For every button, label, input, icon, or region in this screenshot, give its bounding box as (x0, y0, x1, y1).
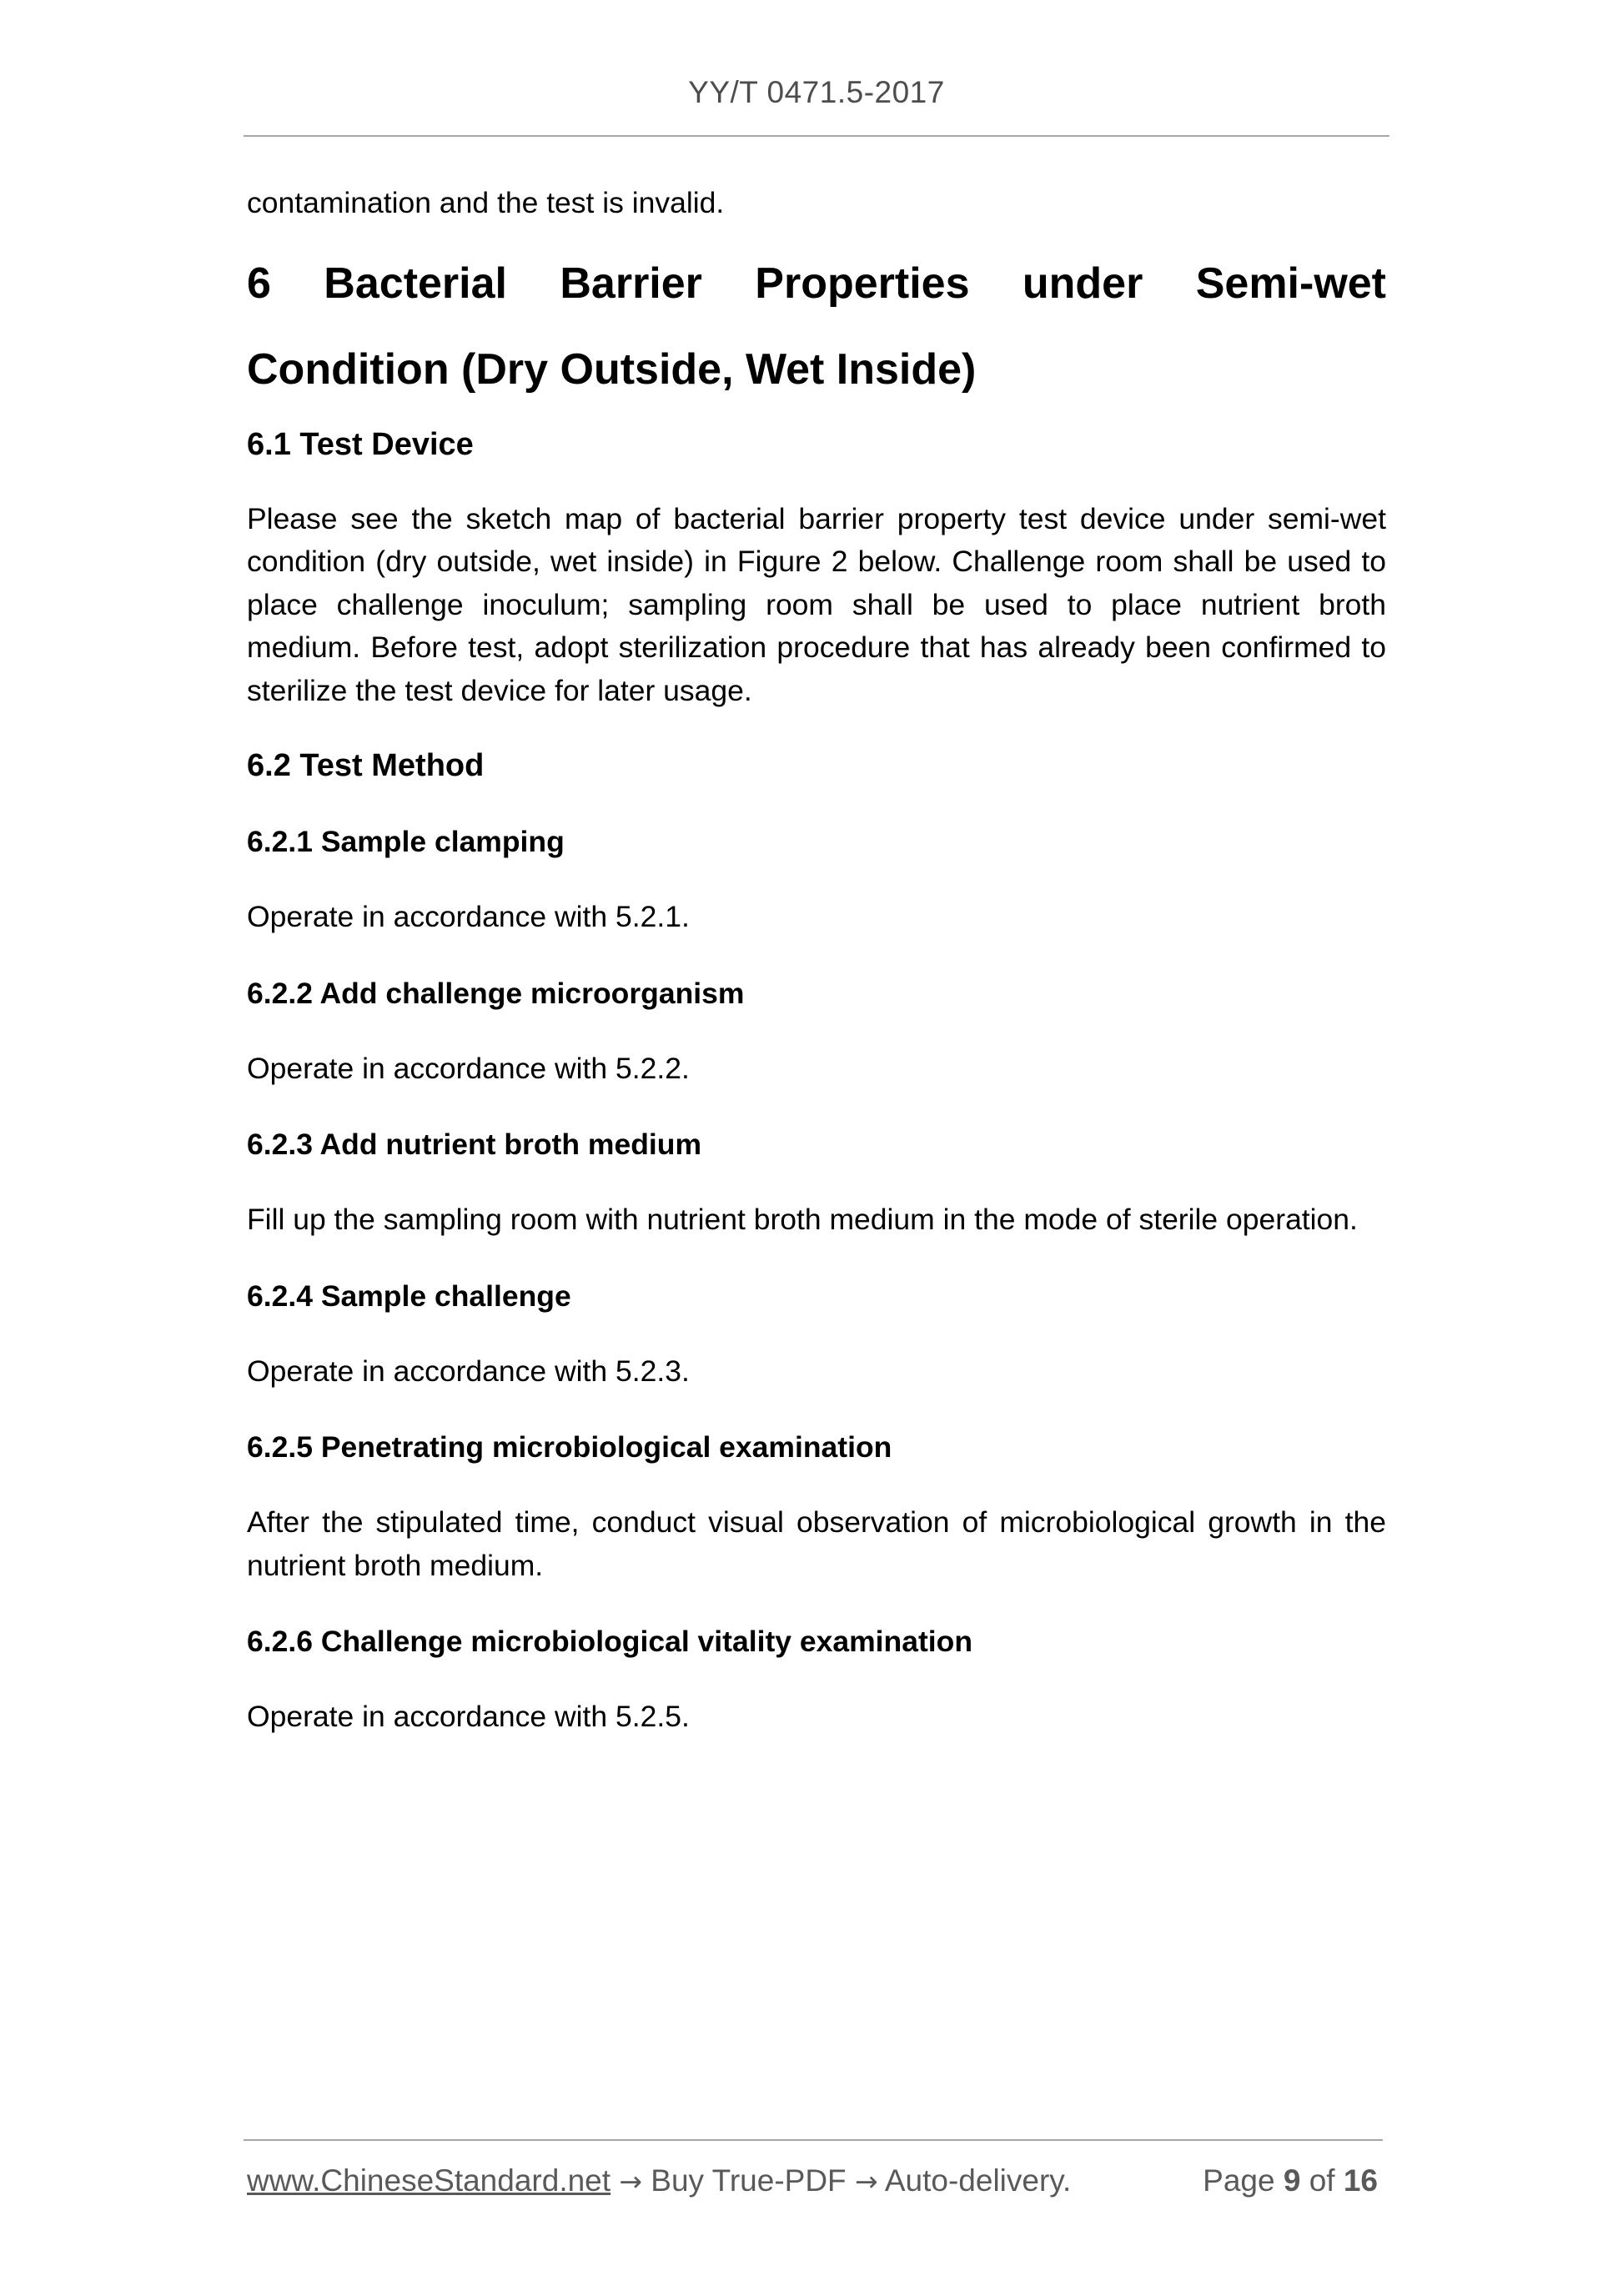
section-6-1-body: Please see the sketch map of bacterial barrier property test device under semi-wet condition (dry outside, wet inside) in Figure 2 below. Challenge room shall be used to place challenge inoculum; sampling room shall be used to place nutrient broth medium. Before test, adopt sterilization procedure that has already been confirmed to sterilize the test device for later usage. (247, 501, 1386, 707)
document-body (247, 182, 1386, 1739)
page-number (1203, 2160, 1378, 2202)
page-current: 9 (1283, 2163, 1301, 2198)
header-divider (244, 135, 1389, 137)
section-6-title-line-2: Condition (Dry Outside, Wet Inside) (247, 344, 977, 394)
continuation-paragraph: contamination and the test is invalid. (247, 186, 725, 219)
section-6-2-5-heading: 6.2.5 Penetrating microbiological examination (247, 1430, 892, 1464)
section-6-2-2-heading: 6.2.2 Add challenge microorganism (247, 976, 745, 1010)
page-header-standard-code: YY/T 0471.5-2017 (688, 75, 945, 109)
section-6-2-1-heading: 6.2.1 Sample clamping (247, 825, 565, 858)
section-6-2-3-body: Fill up the sampling room with nutrient broth medium in the mode of sterile operation. (247, 1203, 1358, 1236)
section-6-title-line-1: 6 Bacterial Barrier Properties under Semi-wet (247, 259, 1386, 308)
section-6-1-heading: 6.1 Test Device (247, 426, 474, 462)
page-total: 16 (1343, 2163, 1378, 2198)
section-6-2-2-body: Operate in accordance with 5.2.2. (247, 1051, 690, 1085)
page-footer (247, 2160, 1386, 2203)
section-6-2-heading: 6.2 Test Method (247, 748, 485, 783)
section-6-title (247, 241, 1386, 413)
section-6-2-4-heading: 6.2.4 Sample challenge (247, 1279, 571, 1313)
section-6-2-4-body: Operate in accordance with 5.2.3. (247, 1354, 690, 1388)
right-arrow-icon: → (619, 2165, 642, 2198)
section-6-2-6-body: Operate in accordance with 5.2.5. (247, 1700, 690, 1733)
right-arrow-icon: → (854, 2165, 878, 2198)
section-6-2-5-body: After the stipulated time, conduct visual observation of microbiological growth in the nutrient broth medium. (247, 1505, 1386, 1582)
page-label: Page (1203, 2163, 1275, 2198)
auto-delivery-text: Auto-delivery. (884, 2163, 1072, 2198)
section-6-2-6-heading: 6.2.6 Challenge microbiological vitality examination (247, 1625, 973, 1658)
footer-divider (244, 2139, 1383, 2141)
section-6-2-3-heading: 6.2.3 Add nutrient broth medium (247, 1128, 702, 1161)
section-6-2-1-body: Operate in accordance with 5.2.1. (247, 900, 690, 933)
buy-true-pdf-text: Buy True-PDF (651, 2163, 847, 2198)
site-link[interactable]: www.ChineseStandard.net (247, 2163, 611, 2198)
page-of-label: of (1309, 2163, 1335, 2198)
